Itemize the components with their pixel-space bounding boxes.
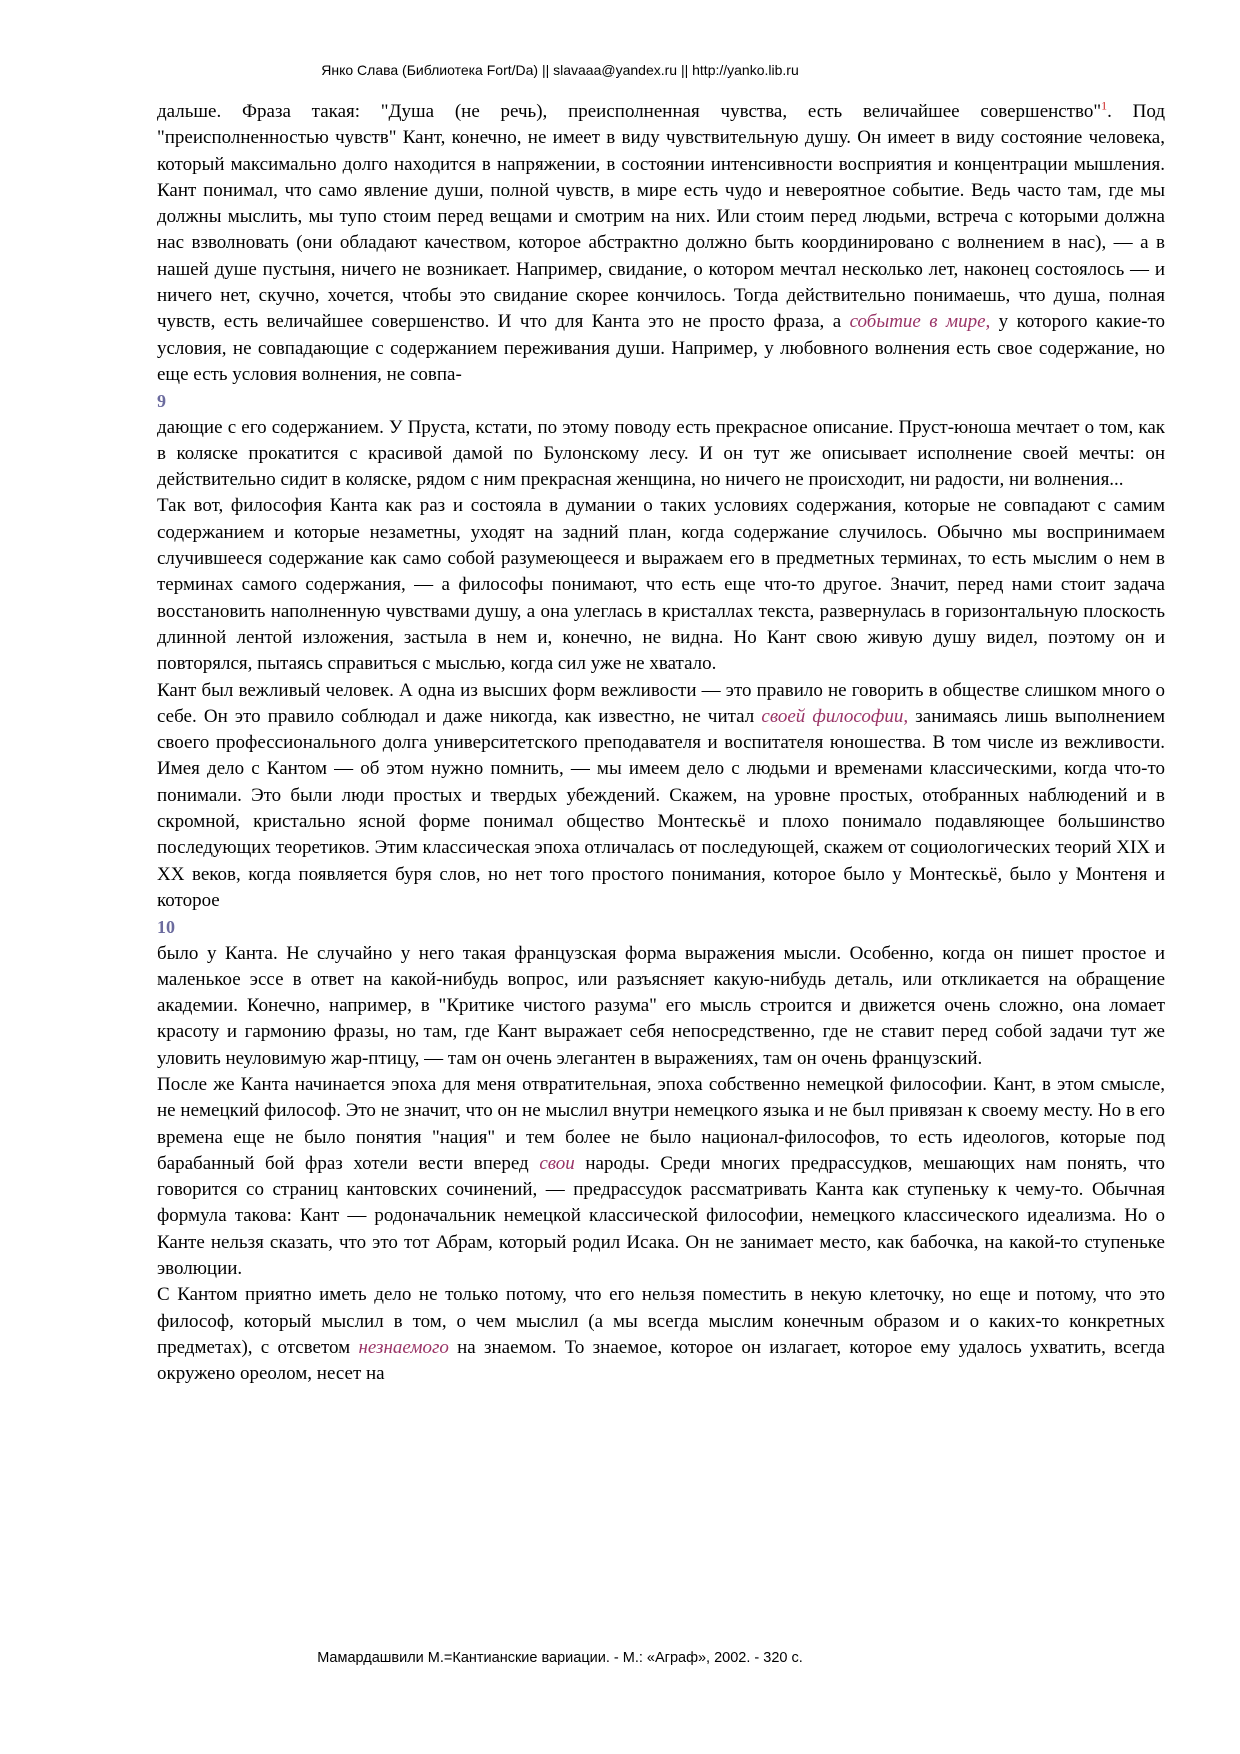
paragraph bbox=[157, 941, 1165, 1072]
page-number: 9 bbox=[157, 391, 166, 412]
page-footer: Мамардашвили М.=Кантианские вариации. - М.: «Аграф», 2002. - 320 с. bbox=[317, 1650, 803, 1666]
page-header: Янко Слава (Библиотека Fort/Da) || slavaaa@yandex.ru || http://yanko.lib.ru bbox=[321, 62, 799, 78]
page-number: 10 bbox=[157, 917, 175, 938]
body-text: С Кантом приятно иметь дело не только потому, что его нельзя поместить в некую клеточку, но еще и потому, что это философ, который мыслил в том, о чем мыслил (а мы всегда мыслим конечным образом и о каких-то конкретных предметах), с отсветом bbox=[157, 1284, 1165, 1358]
paragraph bbox=[157, 678, 1165, 915]
paragraph bbox=[157, 1282, 1165, 1387]
paragraph bbox=[157, 1072, 1165, 1282]
body-text: народы. Среди многих предрассудков, мешающих нам понять, что говорится со страниц кантовских сочинений, — предрассудок рассматривать Канта как ступеньку к чему-то. Обычная формула такова: Кант — родоначальник немецкой классической философии, немецкого классического идеализма. Но о Канте нельзя сказать, что это тот Абрам, который родил Исака. Он не занимает место, как бабочка, на какой-то ступеньке эволюции. bbox=[157, 1152, 1165, 1280]
emphasis-text: событие в мире, bbox=[849, 311, 991, 333]
footnote-ref[interactable]: 1 bbox=[1101, 98, 1108, 113]
paragraph bbox=[157, 493, 1165, 677]
body-text: дальше. Фраза такая: "Душа (не речь), преисполненная чувства, есть величайшее совершенство" bbox=[157, 101, 1102, 122]
emphasis-text: свои bbox=[539, 1152, 575, 1174]
body-text: После же Канта начинается эпоха для меня отвратительная, эпоха собственно немецкой философии. Кант, в этом смысле, не немецкий философ. Это не значит, что он не мыслил внутри немецкого языка и не был привязан к своему месту. Но в его времена еще не было понятия "нация" и тем более не было национал-философов, то есть идеологов, которые под барабанный бой фраз хотели вести вперед bbox=[157, 1073, 1165, 1174]
body-text: на знаемом. То знаемое, которое он излагает, которое ему удалось ухватить, всегда окружено ореолом, несет на bbox=[157, 1336, 1165, 1385]
body-text: . Под "преисполненностью чувств" Кант, конечно, не имеет в виду чувствительную душу. Он имеет в виду состояние человека, который максимально долго находится в напряжении, в состоянии интенсивности восприятия и концентрации мышления. Кант понимал, что само явление души, полной чувств, в мире есть чудо и невероятное событие. Ведь часто там, где мы должны мыслить, мы тупо стоим перед вещами и смотрим на них. Или стоим перед людьми, встреча с которыми должна нас взволновать (они обладают качеством, которое абстрактно должно быть координировано с волнением в нас), — а в нашей душе пустыня, ничего не возникает. Например, свидание, о котором мечтал несколько лет, наконец состоялось — и ничего нет, скучно, хочется, чтобы это свидание скорее кончилось. Тогда действительно понимаешь, что душа, полная чувств, есть величайшее совершенство. И что для Канта это не просто фраза, а bbox=[157, 101, 1166, 333]
body-text: Так вот, философия Канта как раз и состояла в думании о таких условиях содержания, которые не совпадают с самим содержанием и которые незаметны, уходят на задний план, когда содержание случилось. Обычно мы воспринимаем случившееся содержание как само собой разумеющееся и выражаем его в предметных терминах, то есть мыслим о нем в терминах самого содержания, — а философы понимают, что есть еще что-то другое. Значит, перед нами стоит задача восстановить наполненную чувствами душу, а она улеглась в кристаллах текста, развернулась в горизонтальную плоскость длинной лентой изложения, застыла в нем и, конечно, не видна. Но Кант свою живую душу видел, поэтому он и повторялся, пытаясь справиться с мыслью, когда сил уже не хватало. bbox=[157, 495, 1165, 675]
paragraph bbox=[157, 99, 1165, 388]
emphasis-text: незнаемого bbox=[358, 1336, 449, 1358]
document-body bbox=[157, 99, 1165, 1388]
body-text: занимаясь лишь выполнением своего профессионального долга университетского преподавателя и воспитателя юношества. В том числе из вежливости. Имея дело с Кантом — об этом нужно помнить, — мы имеем дело с людьми и временами классическими, когда что-то понимали. Это были люди простых и твердых убеждений. Скажем, на уровне простых, отобранных наблюдений и в скромной, кристально ясной форме понимал общество Монтескьё и плохо понимало подавляющее большинство последующих теоретиков. Этим классическая эпоха отличалась от последующей, скажем от социологических теорий XIX и XX веков, когда появляется буря слов, но нет того простого понимания, которое было у Монтескьё, было у Монтеня и которое bbox=[157, 705, 1165, 911]
paragraph bbox=[157, 415, 1165, 494]
body-text: дающие с его содержанием. У Пруста, кстати, по этому поводу есть прекрасное описание. Пруст-юноша мечтает о том, как в коляске прокатится с красивой дамой по Булонскому лесу. И он тут же описывает исполнение своей мечты: он действительно сидит в коляске, рядом с ним прекрасная женщина, но ничего не происходит, ни радости, ни волнения... bbox=[157, 416, 1165, 491]
body-text: было у Канта. Не случайно у него такая французская форма выражения мысли. Особенно, когда он пишет простое и маленькое эссе в ответ на какой-нибудь вопрос, или разъясняет какую-нибудь деталь, или откликается на обращение академии. Конечно, например, в "Критике чистого разума" его мысль строится и движется очень сложно, она ломает красоту и гармонию фразы, но там, где Кант выражает себя непосредственно, где не ставит перед собой задачи тут же уловить неуловимую жар-птицу, — там он очень элегантен в выражениях, там он очень французский. bbox=[157, 942, 1165, 1069]
emphasis-text: своей философии, bbox=[761, 705, 909, 727]
body-text: у которого какие-то условия, не совпадающие с содержанием переживания души. Например, у любовного волнения есть свое содержание, но еще есть условия волнения, не совпа- bbox=[157, 311, 1165, 385]
body-text: Кант был вежливый человек. А одна из высших форм вежливости — это правило не говорить в обществе слишком много о себе. Он это правило соблюдал и даже никогда, как известно, не читал bbox=[157, 679, 1165, 727]
